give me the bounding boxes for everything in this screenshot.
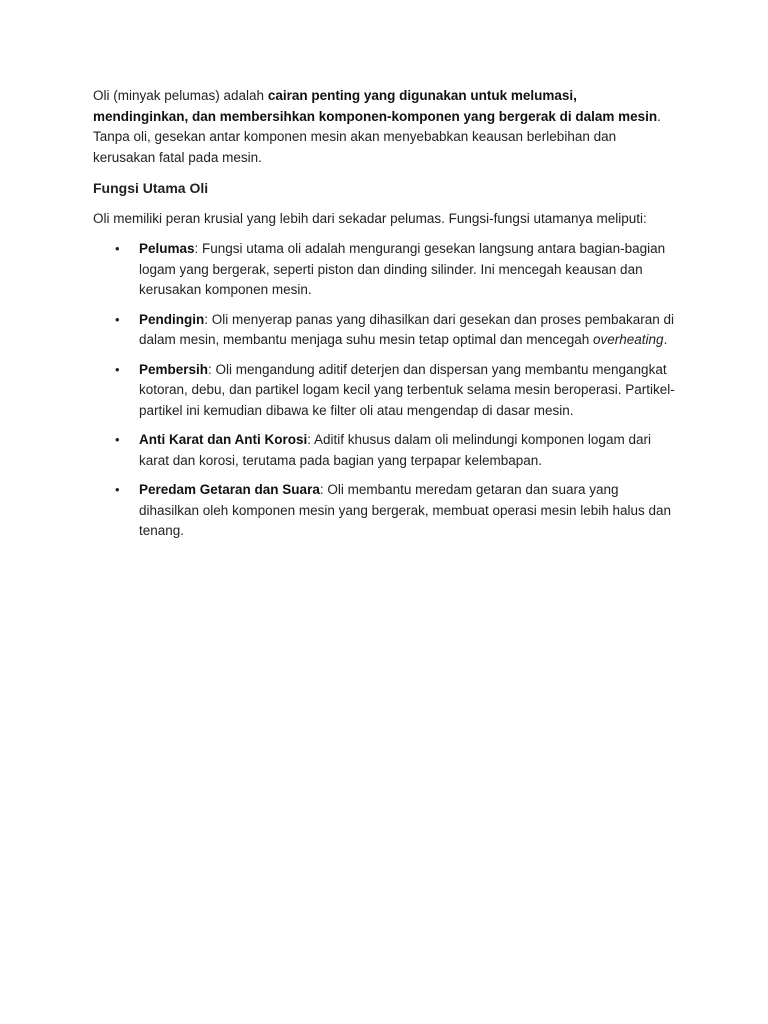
list-item-peredam [93,480,675,542]
list-item-italic-term: overheating [593,332,664,347]
section-heading: Fungsi Utama Oli [93,180,209,196]
intro-lead: Oli (minyak pelumas) adalah [93,88,268,103]
list-item-text: : Oli menyerap panas yang dihasilkan dari gesekan dan proses pembakaran di dalam mesin, membantu menjaga suhu mesin tetap optimal dan mencegah [139,311,675,347]
document-body [93,86,675,551]
bullet-icon: • [115,482,120,497]
intro-rest: . Tanpa oli, gesekan antar komponen mesin akan menyebabkan keausan berlebihan dan kerusakan fatal pada mesin. [93,108,661,165]
list-item-term: Anti Karat dan Anti Korosi [139,432,308,447]
list-item-pendingin [93,310,675,351]
list-item-text: : Aditif khusus dalam oli melindungi komponen logam dari karat dan korosi, terutama pada bagian yang terpapar kelembapan. [139,432,651,468]
bullet-icon: • [115,241,120,256]
function-list [93,239,675,542]
list-item-text: : Oli mengandung aditif deterjen dan dispersan yang membantu mengangkat kotoran, debu, dan partikel logam kecil yang terbentuk selama mesin beroperasi. Partikel-partikel ini kemudian dibawa ke filter oli atau mengendap di dasar mesin. [139,361,675,418]
intro-paragraph [93,86,675,168]
list-item-term: Peredam Getaran dan Suara [139,482,320,497]
list-item-anti-karat [93,430,675,471]
list-item-term: Pendingin [139,311,205,327]
list-item-pelumas [93,239,675,301]
section-lead-paragraph: Oli memiliki peran krusial yang lebih dari sekadar pelumas. Fungsi-fungsi utamanya meliputi: [93,210,647,226]
bullet-icon: • [115,361,120,377]
intro-bold-phrase: cairan penting yang digunakan untuk melumasi, mendinginkan, dan membersihkan komponen-komponen yang bergerak di dalam mesin [93,88,658,124]
list-item-text: : Oli membantu meredam getaran dan suara yang dihasilkan oleh komponen mesin yang bergerak, membuat operasi mesin lebih halus dan tenang. [139,482,672,538]
list-item-text: : Fungsi utama oli adalah mengurangi gesekan langsung antara bagian-bagian logam yang bergerak, seperti piston dan dinding silinder. Ini mencegah keausan dan kerusakan komponen mesin. [139,241,666,297]
list-item-term: Pembersih [139,361,209,377]
list-item-term: Pelumas [139,241,195,256]
bullet-icon: • [115,311,120,327]
list-item-tail: . [663,332,668,347]
bullet-icon: • [115,432,120,447]
list-item-pembersih [93,360,675,422]
